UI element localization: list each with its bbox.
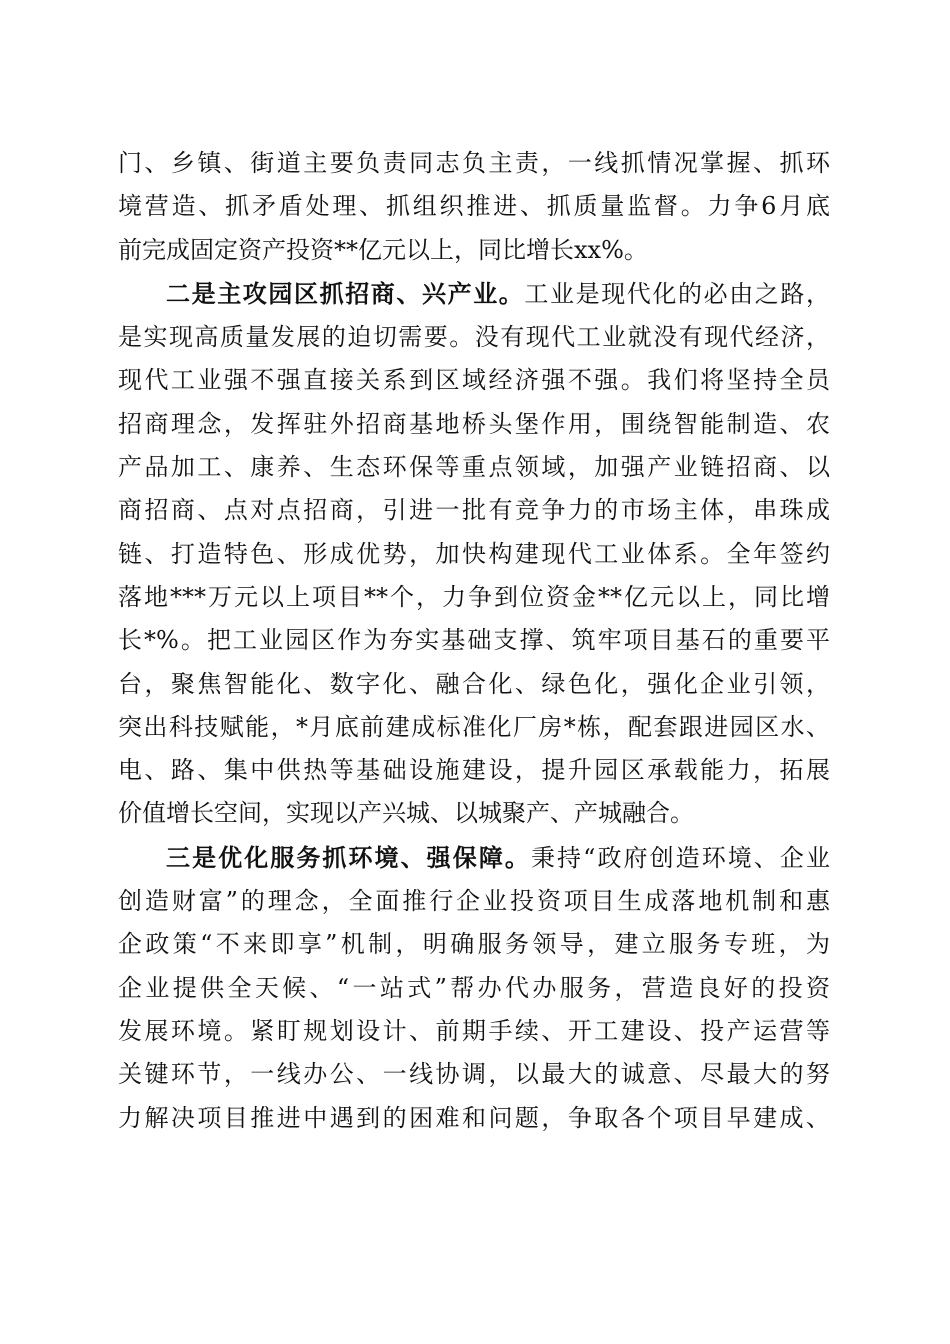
text-line: 长*%。把工业园区作为夯实基础支撑、筑牢项目基石的重要平	[118, 626, 830, 655]
text-line: 电、路、集中供热等基础设施建设，提升园区承载能力，拓展	[118, 756, 830, 785]
text-line-rest: 工业是现代化的必由之路，	[524, 279, 831, 308]
paragraph-lead-heading: 三是优化服务抓环境、强保障。	[166, 842, 531, 872]
text-line: 前完成固定资产投资**亿元以上，同比增长xx%。	[118, 235, 648, 264]
text-line-rest: 秉持“政府创造环境、企业	[530, 843, 830, 872]
text-line: 商招商、点对点招商，引进一批有竞争力的市场主体，串珠成	[118, 496, 830, 525]
text-line: 链、打造特色、形成优势，加快构建现代工业体系。全年签约	[118, 539, 830, 568]
text-line: 力解决项目推进中遇到的困难和问题，争取各个项目早建成、	[118, 1103, 830, 1132]
text-line: 门、乡镇、街道主要负责同志负主责，一线抓情况掌握、抓环	[118, 149, 830, 177]
text-line: 发展环境。紧盯规划设计、前期手续、开工建设、投产运营等	[118, 1016, 830, 1045]
document-body	[118, 142, 830, 1140]
text-line: 落地***万元以上项目**个，力争到位资金**亿元以上，同比增	[118, 582, 830, 611]
paragraph-2	[118, 272, 830, 836]
text-line: 创造财富”的理念，全面推行企业投资项目生成落地机制和惠	[118, 887, 830, 916]
text-line: 现代工业强不强直接关系到区域经济强不强。我们将坚持全员	[118, 366, 830, 395]
paragraph-1-continued	[118, 142, 830, 272]
text-line: 台，聚焦智能化、数字化、融合化、绿色化，强化企业引领，	[118, 669, 830, 698]
text-line: 产品加工、康养、生态环保等重点领域，加强产业链招商、以	[118, 453, 830, 482]
text-line: 关键环节，一线办公、一线协调，以最大的诚意、尽最大的努	[118, 1060, 830, 1089]
text-line: 企业提供全天候、“一站式”帮办代办服务，营造良好的投资	[118, 973, 830, 1002]
paragraph-first-line	[118, 836, 830, 880]
text-line: 突出科技赋能，*月底前建成标准化厂房*栋，配套跟进园区水、	[118, 712, 830, 741]
paragraph-3	[118, 836, 830, 1140]
text-line: 价值增长空间，实现以产兴城、以城聚产、产城融合。	[118, 799, 694, 828]
text-line: 是实现高质量发展的迫切需要。没有现代工业就没有现代经济，	[118, 323, 830, 352]
text-line: 招商理念，发挥驻外招商基地桥头堡作用，围绕智能制造、农	[118, 409, 830, 438]
paragraph-lead-heading: 二是主攻园区抓招商、兴产业。	[166, 278, 525, 308]
text-line: 企政策“不来即享”机制，明确服务领导，建立服务专班，为	[118, 930, 830, 959]
text-line: 境营造、抓矛盾处理、抓组织推进、抓质量监督。力争6月底	[118, 192, 830, 221]
paragraph-first-line	[118, 272, 830, 316]
